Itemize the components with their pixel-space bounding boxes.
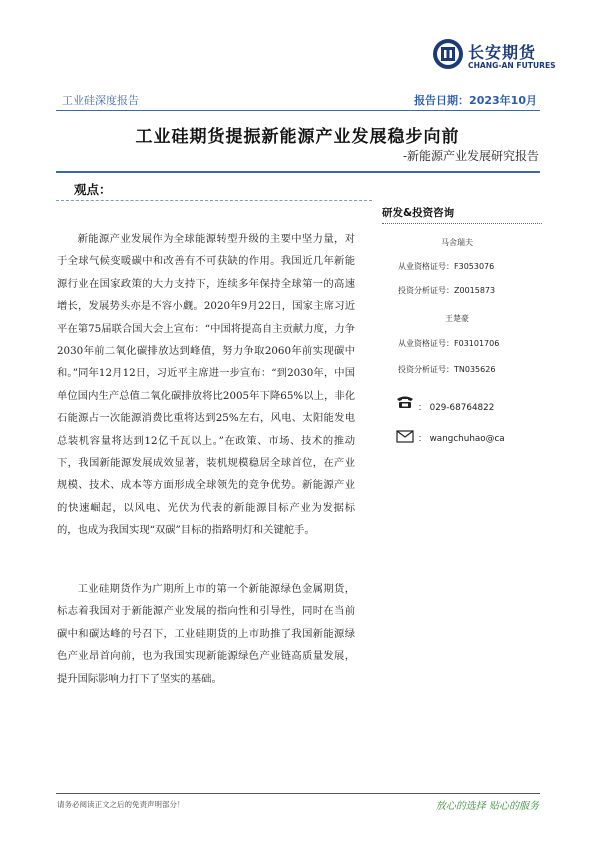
analyst-advisory-id: 投资分析证号：TN035626 — [398, 365, 496, 374]
body-paragraph-1: 新能源产业发展作为全球能源转型升级的主要中坚力量，对于全球气候变暖碳中和改善有不可获缺的作用。我国近几年新能源行业在国家政策的大力支持下，连续多年保持全球第一的高速增长，发展势头亦是不容小觑。2020年9月22日，国家主席习近平在第75届联合国大会上宣布：“中国将提高自主贡献力度，力争2030年前二氧化碳排放达到峰值，努力争取2060年前实现碳中和。”同年12月12日，习近平主席进一步宣布：“到2030年，中国单位国内生产总值二氧化碳排放将比2005年下降65%以上，非化石能源占一次能源消费比重将达到25%左右，风电、太阳能发电总装机容量将达到12亿千瓦以上。”在政策、市场、技术的推动下，我国新能源发展成效显著，装机规模稳居全球首位，在产业规模、技术、成本等方面形成全球领先的竞争优势。新能源产业的快速崛起，以风电、光伏为代表的新能源目标产业为发据标的，也成为我国实现“双碳”目标的指路明灯和关键舵手。 — [57, 233, 355, 537]
analyst-name: 王楚豪 — [445, 314, 469, 323]
header-divider — [56, 110, 540, 111]
analyst-qualification: 从业资格证号：F3053076 — [398, 262, 495, 271]
brand-name-en: CHANG-AN FUTURES — [468, 61, 556, 70]
report-type: 工业硅深度报告 — [62, 94, 139, 107]
phone-icon — [396, 395, 414, 409]
footer-slogan: 放心的选择 贴心的服务 — [435, 801, 539, 812]
email-address[interactable]: ： wangchuhao@ca — [418, 434, 505, 444]
section-label: 观点： — [74, 182, 112, 197]
section-divider — [56, 200, 372, 201]
body-paragraph-2: 工业硅期货作为广期所上市的第一个新能源绿色金属期货，标志着我国对于新能源产业发展的指向性和引导性，同时在当前碳中和碳达峰的号召下，工业硅期货的上市助推了我国新能源绿色产业昂首向前，也为我国实现新能源绿色产业链高质量发展，提升国际影响力打下了坚实的基础。 — [57, 583, 355, 685]
analyst-qualification: 从业资格证号：F03101706 — [398, 339, 500, 348]
sidebar-divider — [382, 223, 542, 224]
analyst-name: 马舍瑞夫 — [441, 238, 473, 247]
logo-emblem-icon — [432, 38, 464, 70]
report-date: 报告日期：2023年10月 — [414, 94, 537, 107]
report-title: 工业硅期货提振新能源产业发展稳步向前 — [135, 127, 460, 147]
report-subtitle: -新能源产业发展研究报告 — [402, 149, 539, 163]
footer-divider — [56, 793, 540, 794]
email-icon — [396, 430, 414, 443]
footer-disclaimer: 请务必阅读正文之后的免责声明部分！ — [57, 800, 185, 809]
title-divider — [56, 171, 540, 173]
analyst-advisory-id: 投资分析证号：Z0015873 — [398, 286, 496, 295]
phone-number: ： 029-68764822 — [418, 403, 495, 413]
brand-name-cn: 长安期货 — [468, 43, 537, 62]
company-logo — [432, 38, 556, 78]
sidebar-heading: 研发&投资咨询 — [382, 207, 455, 219]
